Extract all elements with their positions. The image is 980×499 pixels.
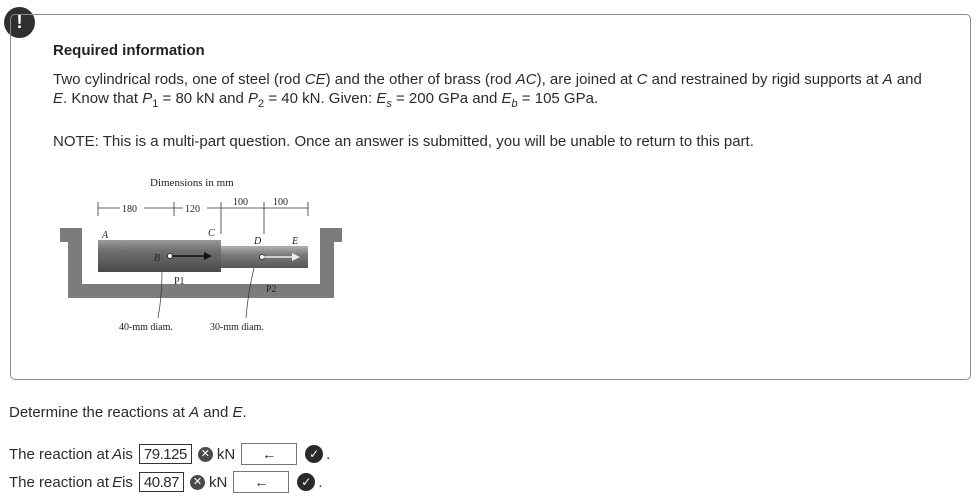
check-circle-icon: ✓ [297, 473, 315, 491]
x-circle-icon: ✕ [190, 475, 205, 490]
problem-statement: Two cylindrical rods, one of steel (rod CE) and the other of brass (rod AC), are joined at C and restrained by rigid supports at A and E. Know that $P_1 = 80$ kN and $P_2 = 40$ kN. Given: $E_s = 200$ GPa and $E_b = 105$ GPa. [53, 71, 922, 110]
label-p2: P2 [266, 284, 277, 295]
reaction-a-direction-select[interactable]: ← [241, 443, 297, 465]
reaction-e-unit: kN [208, 473, 228, 491]
check-circle-icon: ✓ [305, 445, 323, 463]
answer-row-a: The reaction at A is 79.125 ✕ kN ← ✓ . [9, 443, 330, 465]
alert-icon: ! [4, 7, 35, 38]
point-b-marker [168, 254, 173, 259]
dimensions-caption: Dimensions in mm [150, 177, 234, 189]
label-c: C [208, 228, 215, 239]
reaction-e-input[interactable]: 40.87 [139, 472, 184, 492]
question-text: Determine the reactions at A and E. [9, 404, 247, 421]
reaction-a-input[interactable]: 79.125 [139, 444, 192, 464]
dim-de-label: 100 [273, 197, 288, 208]
note-text: NOTE: This is a multi-part question. Once an answer is submitted, you will be unable to return to this part. [53, 133, 754, 150]
label-a: A [102, 230, 109, 241]
x-circle-icon: ✕ [198, 447, 213, 462]
rod-diagram [58, 172, 358, 342]
answer-row-e: The reaction at E is 40.87 ✕ kN ← ✓ . [9, 471, 322, 493]
dim-ab-label: 180 [122, 204, 137, 215]
label-p1: P1 [174, 276, 185, 287]
dim-cd-label: 100 [233, 197, 248, 208]
dim-bc-label: 120 [185, 204, 200, 215]
label-b: B [154, 253, 161, 264]
diam-right-label: 30-mm diam. [210, 322, 264, 333]
diam-left-label: 40-mm diam. [119, 322, 173, 333]
required-info-heading: Required information [53, 42, 205, 59]
label-d: D [254, 236, 262, 247]
reaction-e-direction-select[interactable]: ← [233, 471, 289, 493]
label-e: E [292, 236, 299, 247]
reaction-a-unit: kN [216, 445, 236, 463]
point-d-marker [260, 255, 265, 260]
